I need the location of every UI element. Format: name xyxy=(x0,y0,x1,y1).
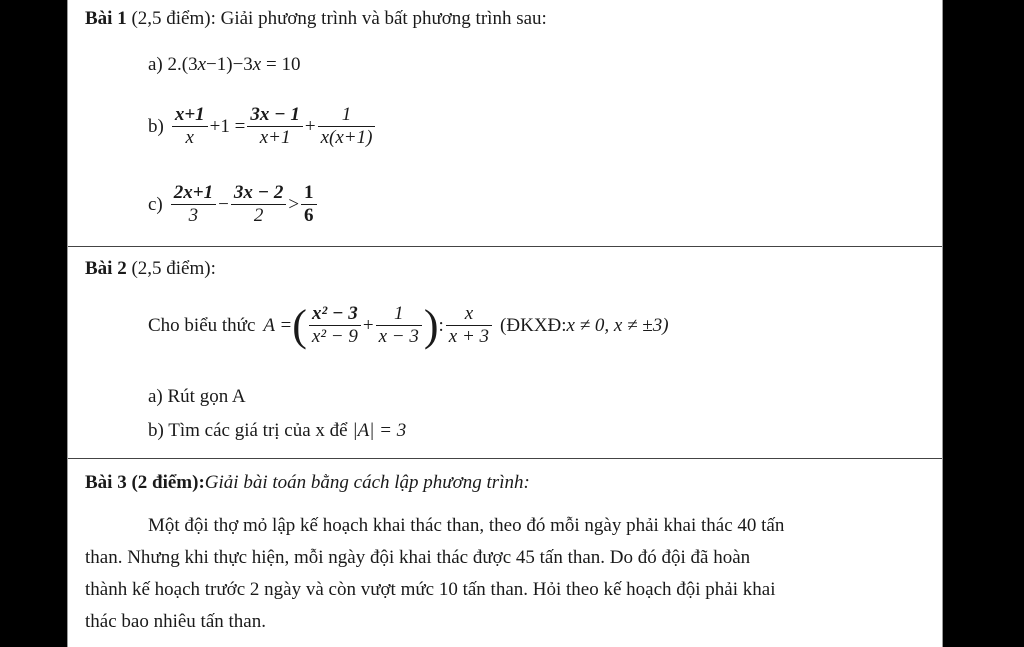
bai3-line-4: thác bao nhiêu tấn than. xyxy=(85,611,266,632)
bai1-c xyxy=(148,182,319,227)
bai2-expression xyxy=(148,300,669,350)
bai1-b-frac2: $\frac{3x - 1}{x+1}$ xyxy=(247,104,303,149)
bai2-a-eq: A = xyxy=(263,314,293,336)
bai1-title xyxy=(85,8,547,30)
bai2-qb-text: b) Tìm các giá trị của x để xyxy=(148,420,353,441)
bai1-c-frac3: $\frac{1}{6}$ xyxy=(301,182,317,227)
bai2-plus: + xyxy=(362,314,374,336)
bai2-question-b xyxy=(148,420,406,442)
divider-2 xyxy=(68,458,942,459)
bai1-c-frac1: $\frac{2x+1}{3}$ xyxy=(171,182,216,227)
bai3-title-italic: Giải bài toán bằng cách lập phương trình: xyxy=(204,472,530,493)
bai2-frac3: $\frac{x}{x + 3}$ xyxy=(446,303,492,348)
bai3-line-1: Một đội thợ mỏ lập kế hoạch khai thác than, theo đó mỗi ngày phải khai thác 40 tấn xyxy=(148,515,785,536)
bai2-frac1: $\frac{\text{x² − 3}}{\text{x² − 9}}$ xyxy=(309,303,361,348)
bai1-b-frac3: $\frac{1}{x(x+1)}$ xyxy=(318,104,376,149)
bai2-colon: : xyxy=(438,314,444,336)
bai1-c-minus: − xyxy=(218,193,229,215)
bai2-title-rest: (2,5 điểm): xyxy=(126,258,216,279)
divider-1 xyxy=(68,246,942,247)
bai2-question-a: a) Rút gọn A xyxy=(148,386,246,407)
bai1-a xyxy=(148,54,300,76)
bai2-qb-math: |A| = 3 xyxy=(352,420,407,441)
bai2-lparen: ( xyxy=(292,300,307,350)
bai1-b-plus1: +1 = xyxy=(209,115,246,137)
bai1-b-plus: + xyxy=(304,115,316,137)
bai1-title-bold: Bài 1 xyxy=(85,8,127,29)
bai2-intro: Cho biểu thức xyxy=(148,314,256,336)
bai1-c-frac2: $\frac{3x - 2}{2}$ xyxy=(231,182,287,227)
bai3-line-3: thành kế hoạch trước 2 ngày và còn vượt mức 10 tấn than. Hỏi theo kế hoạch đội phải khai xyxy=(85,579,776,600)
bai1-b xyxy=(148,104,377,149)
bai3-title xyxy=(85,472,530,494)
bai1-c-gt: > xyxy=(288,193,300,215)
bai2-condition: x ≠ 0, x ≠ ±3) xyxy=(566,314,669,336)
bai2-rparen: ) xyxy=(423,300,439,350)
bai1-title-rest: (2,5 điểm): Giải phương trình và bất phương trình sau: xyxy=(126,8,547,29)
bai1-b-frac1: $\frac{x+1}{x}$ xyxy=(172,104,208,149)
bai1-c-label: c) xyxy=(148,193,163,215)
bai2-title-bold: Bài 2 xyxy=(85,258,127,279)
bai2-frac2: $\frac{1}{x - 3}$ xyxy=(376,303,422,348)
document-page xyxy=(67,0,943,647)
bai1-a-equation: 2.(3x−1)−3x = 10 xyxy=(167,54,301,75)
bai3-line-2: than. Nhưng khi thực hiện, mỗi ngày đội khai thác được 45 tấn than. Do đó đội đã hoàn xyxy=(85,547,751,568)
bai1-a-label: a) xyxy=(148,54,163,75)
bai3-problem-text xyxy=(85,510,927,638)
bai3-title-bold: Bài 3 xyxy=(85,472,127,493)
bai2-dkxd: (ĐKXĐ: xyxy=(500,314,567,336)
bai3-title-rest: (2 điểm): xyxy=(126,472,205,493)
bai1-b-label: b) xyxy=(148,115,164,137)
bai2-title xyxy=(85,258,216,280)
